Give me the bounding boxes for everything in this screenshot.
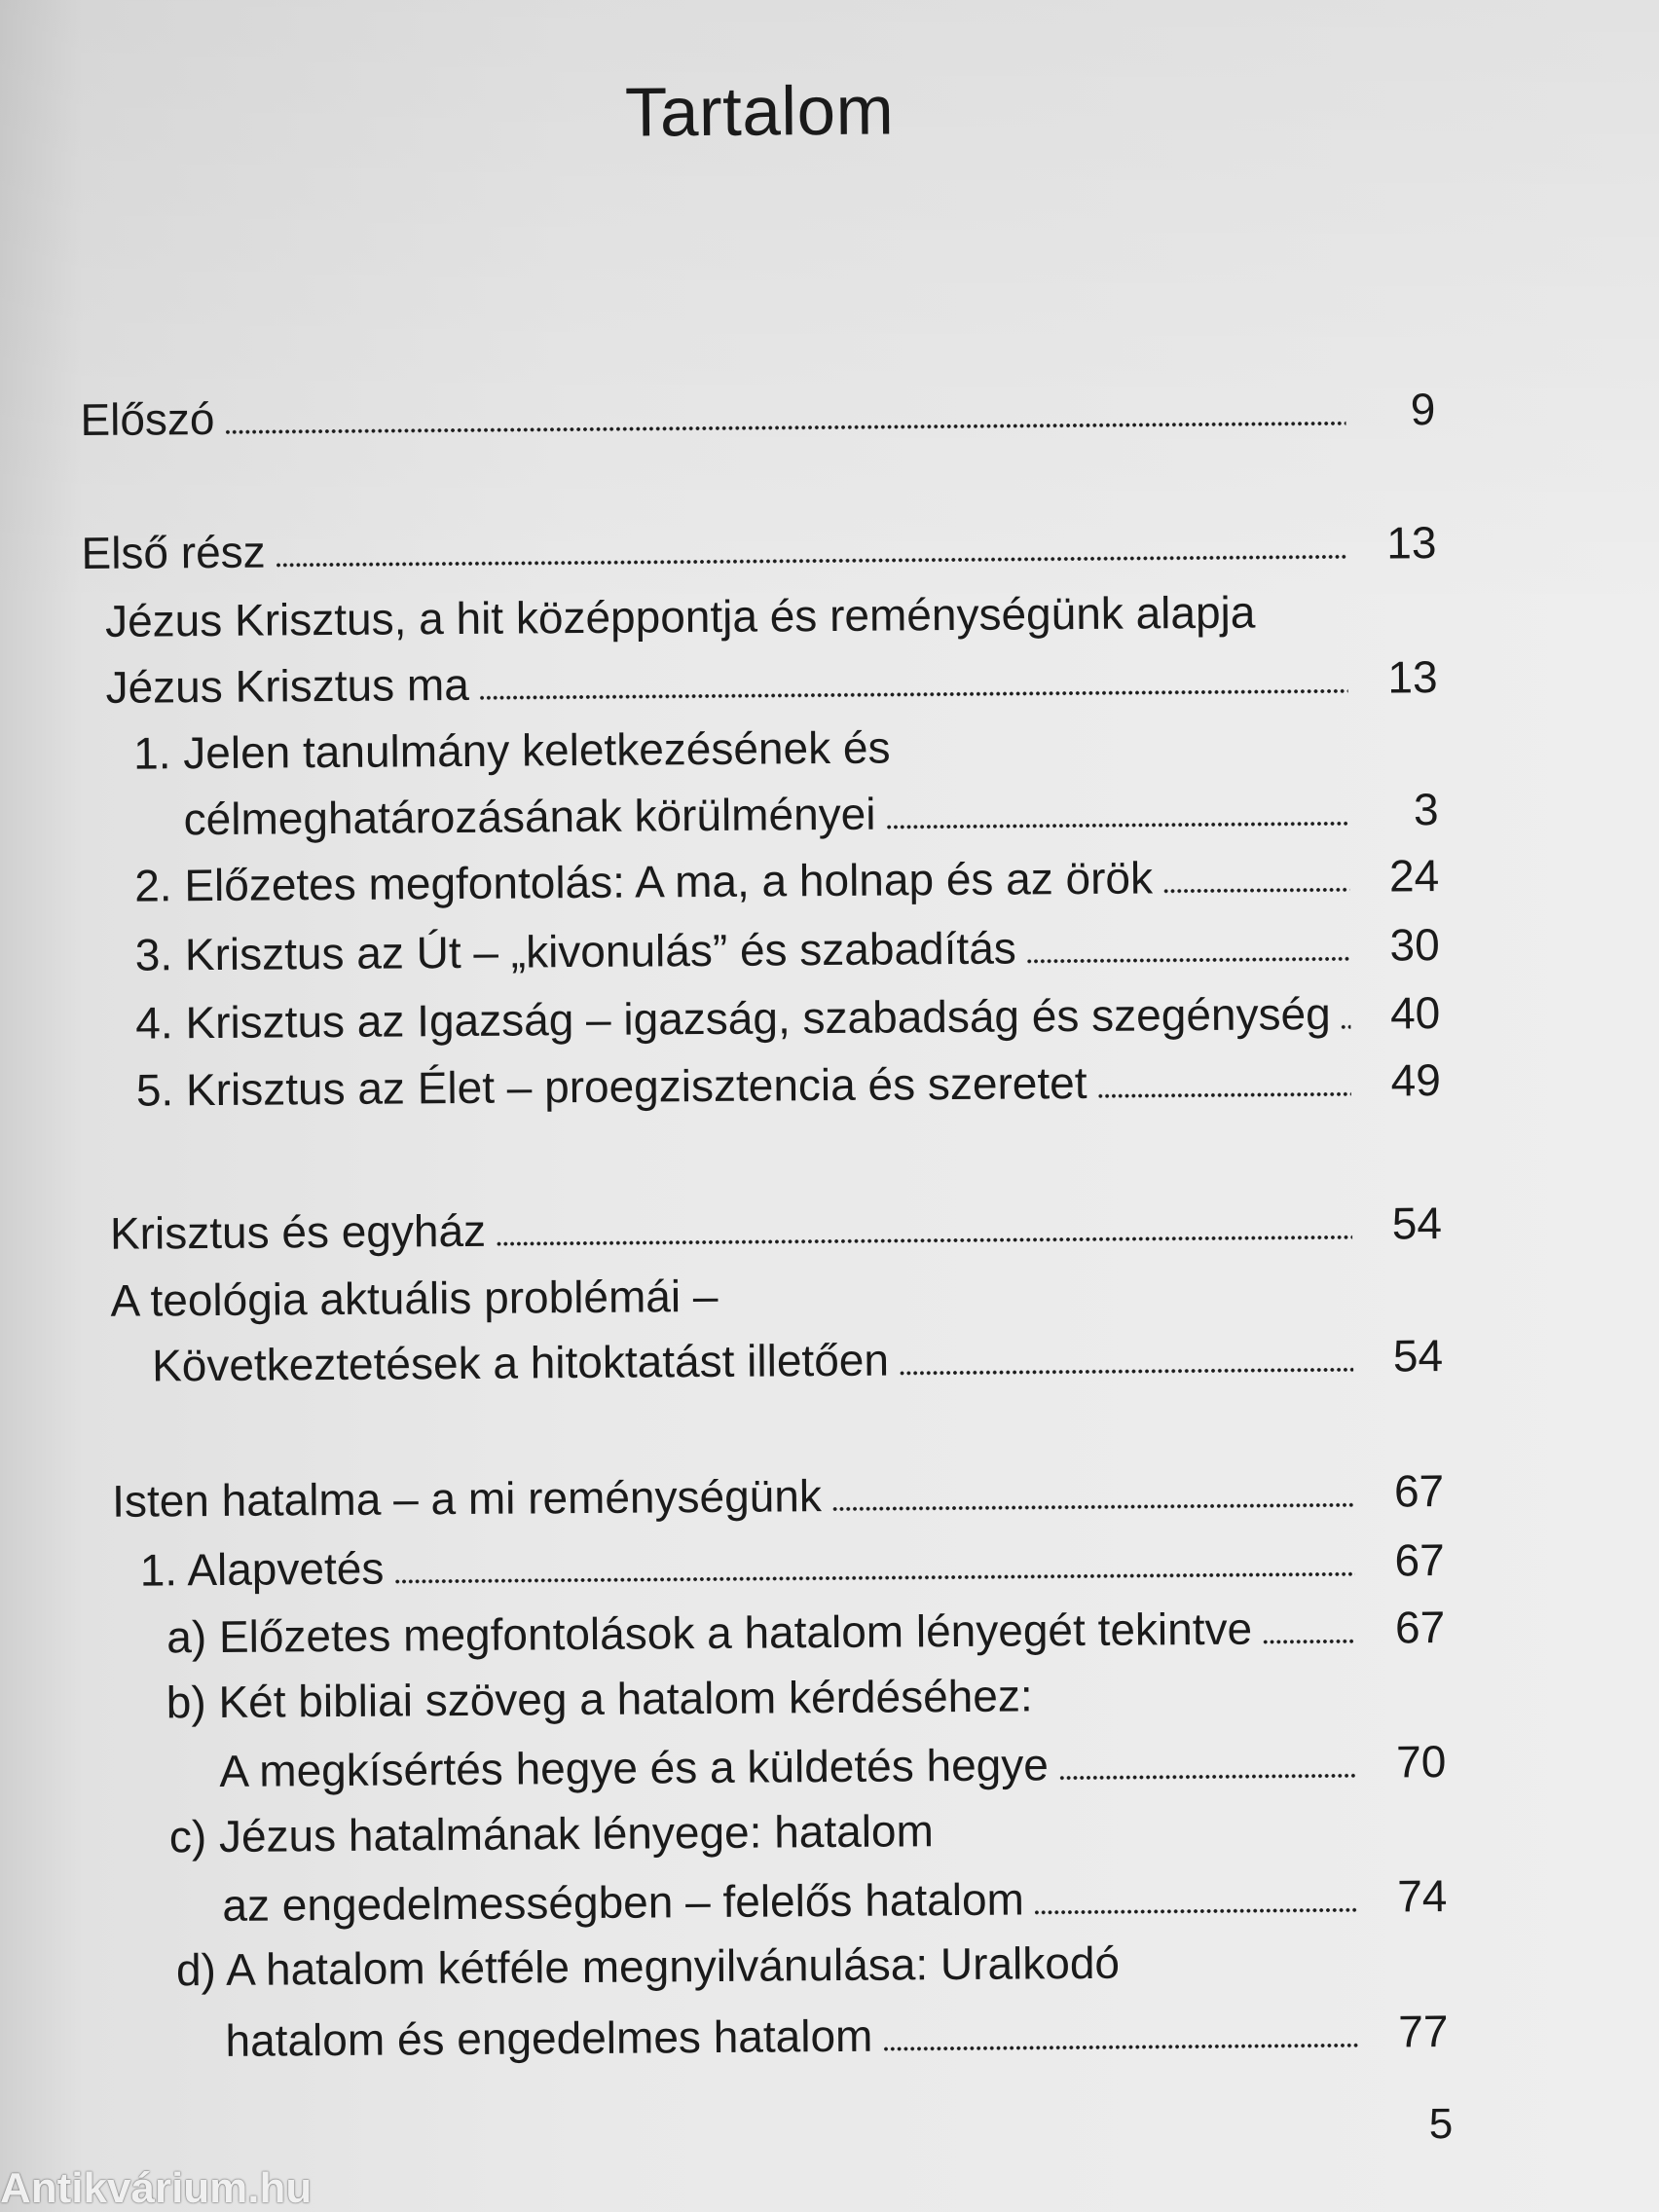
- toc-entry-line: [136, 1051, 1441, 1120]
- dot-leader: [1034, 1867, 1358, 1929]
- toc-page-number: 67: [1394, 1534, 1445, 1586]
- toc-entry-line-continued: [222, 1866, 1447, 1935]
- toc-entry-label: az engedelmességben – felelős hatalom: [222, 1873, 1025, 1931]
- toc-page-number: 24: [1388, 850, 1440, 902]
- toc-page-number: 30: [1389, 919, 1440, 971]
- dot-leader: [479, 648, 1348, 714]
- toc-page-number: 49: [1390, 1054, 1442, 1106]
- toc-entry-line: [110, 1267, 718, 1330]
- toc-entry-line: [166, 1666, 1033, 1731]
- toc-entry-line: [169, 1801, 934, 1865]
- toc-page-number: 70: [1395, 1736, 1447, 1788]
- toc-entry-label: a) Előzetes megfontolások a hatalom lényegét tekintve: [166, 1603, 1253, 1663]
- toc-entry-label: d) A hatalom kétféle megnyilvánulása: Uralkodó: [175, 1936, 1121, 1996]
- toc-page-number: 54: [1392, 1330, 1444, 1382]
- toc-entry-label: 1. Alapvetés: [139, 1542, 385, 1596]
- toc-entry-line: [105, 647, 1437, 717]
- toc-entry-label: 2. Előzetes megfontolás: A ma, a holnap és az örök: [133, 852, 1154, 911]
- toc-entry-line-continued: [225, 2002, 1448, 2070]
- toc-entry-line-continued: [152, 1326, 1443, 1394]
- toc-entry-line: [135, 983, 1440, 1052]
- dot-leader: [899, 1327, 1354, 1389]
- toc-entry-line: [110, 1194, 1442, 1263]
- dot-leader: [224, 381, 1346, 448]
- toc-entry-label: Előszó: [80, 392, 215, 446]
- toc-entry-label: célmeghatározásának körülményei: [183, 788, 876, 845]
- toc-entry-label: hatalom és engedelmes hatalom: [225, 2009, 873, 2066]
- toc-entry-line-continued: [219, 1732, 1446, 1800]
- toc-page-number: 13: [1386, 517, 1437, 569]
- toc-entry-label: Jézus Krisztus, a hit középpontja és reménységünk alapja: [104, 586, 1256, 646]
- toc-entry-line: [166, 1598, 1445, 1666]
- dot-leader: [275, 514, 1346, 581]
- toc-entry-label: 1. Jelen tanulmány keletkezésének és: [132, 721, 891, 779]
- toc-entry-label: Első rész: [81, 526, 266, 579]
- toc-entry-label: Jézus Krisztus ma: [105, 658, 470, 713]
- watermark: Antikvárium.hu: [0, 2164, 313, 2212]
- toc-entry-line: [133, 718, 891, 782]
- dot-leader: [1026, 916, 1350, 977]
- toc-entry-line: [134, 846, 1439, 915]
- folio-page-number: 5: [1428, 2100, 1454, 2149]
- toc-page-number: 67: [1393, 1465, 1445, 1517]
- toc-entry-line: [80, 380, 1435, 449]
- toc-entry-label: b) Két bibliai szöveg a hatalom kérdéséhez:: [166, 1670, 1033, 1728]
- toc-entry-label: Isten hatalma – a mi reménységünk: [111, 1470, 823, 1527]
- toc-page-number: 77: [1398, 2006, 1449, 2057]
- toc-page-number: 54: [1391, 1198, 1443, 1249]
- dot-leader: [1340, 984, 1350, 1043]
- dot-leader: [831, 1462, 1355, 1525]
- toc-entry-line: [176, 1934, 1121, 2000]
- toc-entry-label: 3. Krisztus az Út – „kivonulás” és szabadítás: [134, 922, 1016, 980]
- toc-entry-label: 5. Krisztus az Élet – proegzisztencia és szeretet: [135, 1056, 1088, 1116]
- toc-page-number: 40: [1389, 987, 1441, 1039]
- toc-entry-label: A teológia aktuális problémái –: [110, 1270, 719, 1326]
- dot-leader: [1262, 1599, 1356, 1658]
- dot-leader: [1162, 847, 1350, 907]
- toc-entry-line: [81, 513, 1436, 582]
- dot-leader: [1058, 1733, 1357, 1793]
- toc-entry-label: c) Jézus hatalmának lényege: hatalom: [168, 1805, 935, 1862]
- dot-leader: [496, 1195, 1352, 1260]
- dot-leader: [882, 2003, 1359, 2065]
- toc-page-number: 13: [1387, 651, 1438, 703]
- toc-entry-label: A megkísértés hegye és a küldetés hegye: [219, 1739, 1050, 1796]
- toc-title: Tartalom: [624, 72, 895, 152]
- dot-leader: [1096, 1051, 1351, 1112]
- toc-page-number: 3: [1413, 784, 1439, 835]
- toc-entry-line: [139, 1530, 1444, 1600]
- toc-entry-label: 4. Krisztus az Igazság – igazság, szabadság és szegénység: [135, 987, 1331, 1049]
- toc-entry-line-continued: [183, 780, 1438, 848]
- toc-entry-label: Következtetések a hitoktatást illetően: [151, 1334, 890, 1391]
- toc-page-number: 9: [1410, 384, 1436, 435]
- toc-entry-line: [105, 583, 1256, 650]
- toc-page-number: 74: [1397, 1870, 1448, 1922]
- dot-leader: [885, 781, 1349, 843]
- table-of-contents: [50, 33, 1608, 2179]
- toc-entry-line: [112, 1461, 1444, 1530]
- dot-leader: [393, 1531, 1355, 1598]
- toc-page-number: 67: [1394, 1602, 1446, 1653]
- toc-entry-line: [135, 915, 1440, 984]
- toc-entry-label: Krisztus és egyház: [109, 1204, 487, 1259]
